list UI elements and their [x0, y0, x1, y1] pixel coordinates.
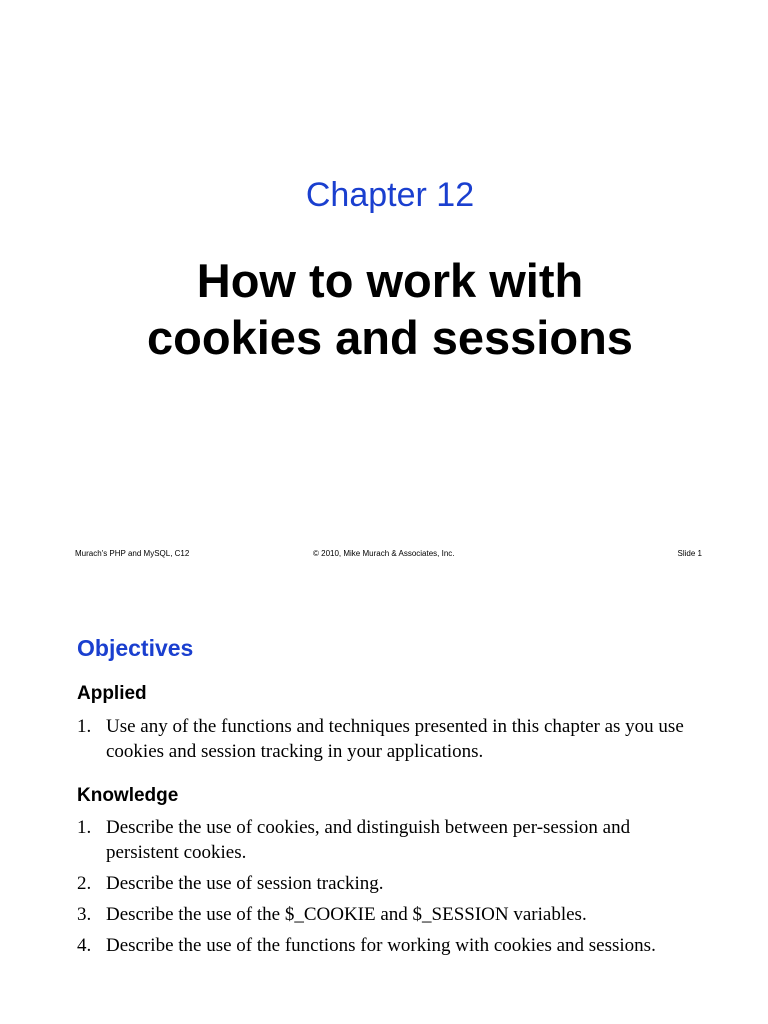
list-item-text: Describe the use of cookies, and distinguish between per-session and persistent cookies.	[106, 817, 631, 863]
list-item	[77, 871, 697, 896]
chapter-title	[0, 252, 768, 366]
list-item-text: Describe the use of session tracking.	[106, 873, 384, 894]
list-item	[77, 714, 697, 764]
list-item-text: Use any of the functions and techniques presented in this chapter as you use cookies and session tracking in your applications.	[106, 716, 684, 762]
list-item-text: Describe the use of the $_COOKIE and $_SESSION variables.	[106, 904, 587, 925]
footer-copyright: © 2010, Mike Murach & Associates, Inc.	[313, 549, 455, 558]
footer-slide-number: Slide 1	[677, 549, 702, 558]
list-item	[77, 902, 697, 927]
list-item	[77, 815, 697, 865]
applied-heading: Applied	[77, 683, 147, 704]
list-item-number: 4.	[77, 935, 92, 956]
chapter-title-line-1: How to work with	[196, 254, 584, 307]
list-item-number: 2.	[77, 873, 92, 894]
knowledge-list	[77, 815, 697, 964]
list-item-number: 3.	[77, 904, 92, 925]
list-item	[77, 933, 697, 958]
applied-list	[77, 714, 697, 770]
chapter-label: Chapter 12	[305, 176, 475, 214]
knowledge-heading: Knowledge	[77, 785, 179, 806]
chapter-title-line-2: cookies and sessions	[147, 311, 633, 364]
objectives-slide	[0, 576, 768, 1024]
list-item-number: 1.	[77, 716, 92, 737]
list-item-text: Describe the use of the functions for working with cookies and sessions.	[106, 935, 656, 956]
list-item-number: 1.	[77, 817, 92, 838]
objectives-heading: Objectives	[77, 635, 194, 661]
footer-book-title: Murach's PHP and MySQL, C12	[75, 549, 190, 558]
